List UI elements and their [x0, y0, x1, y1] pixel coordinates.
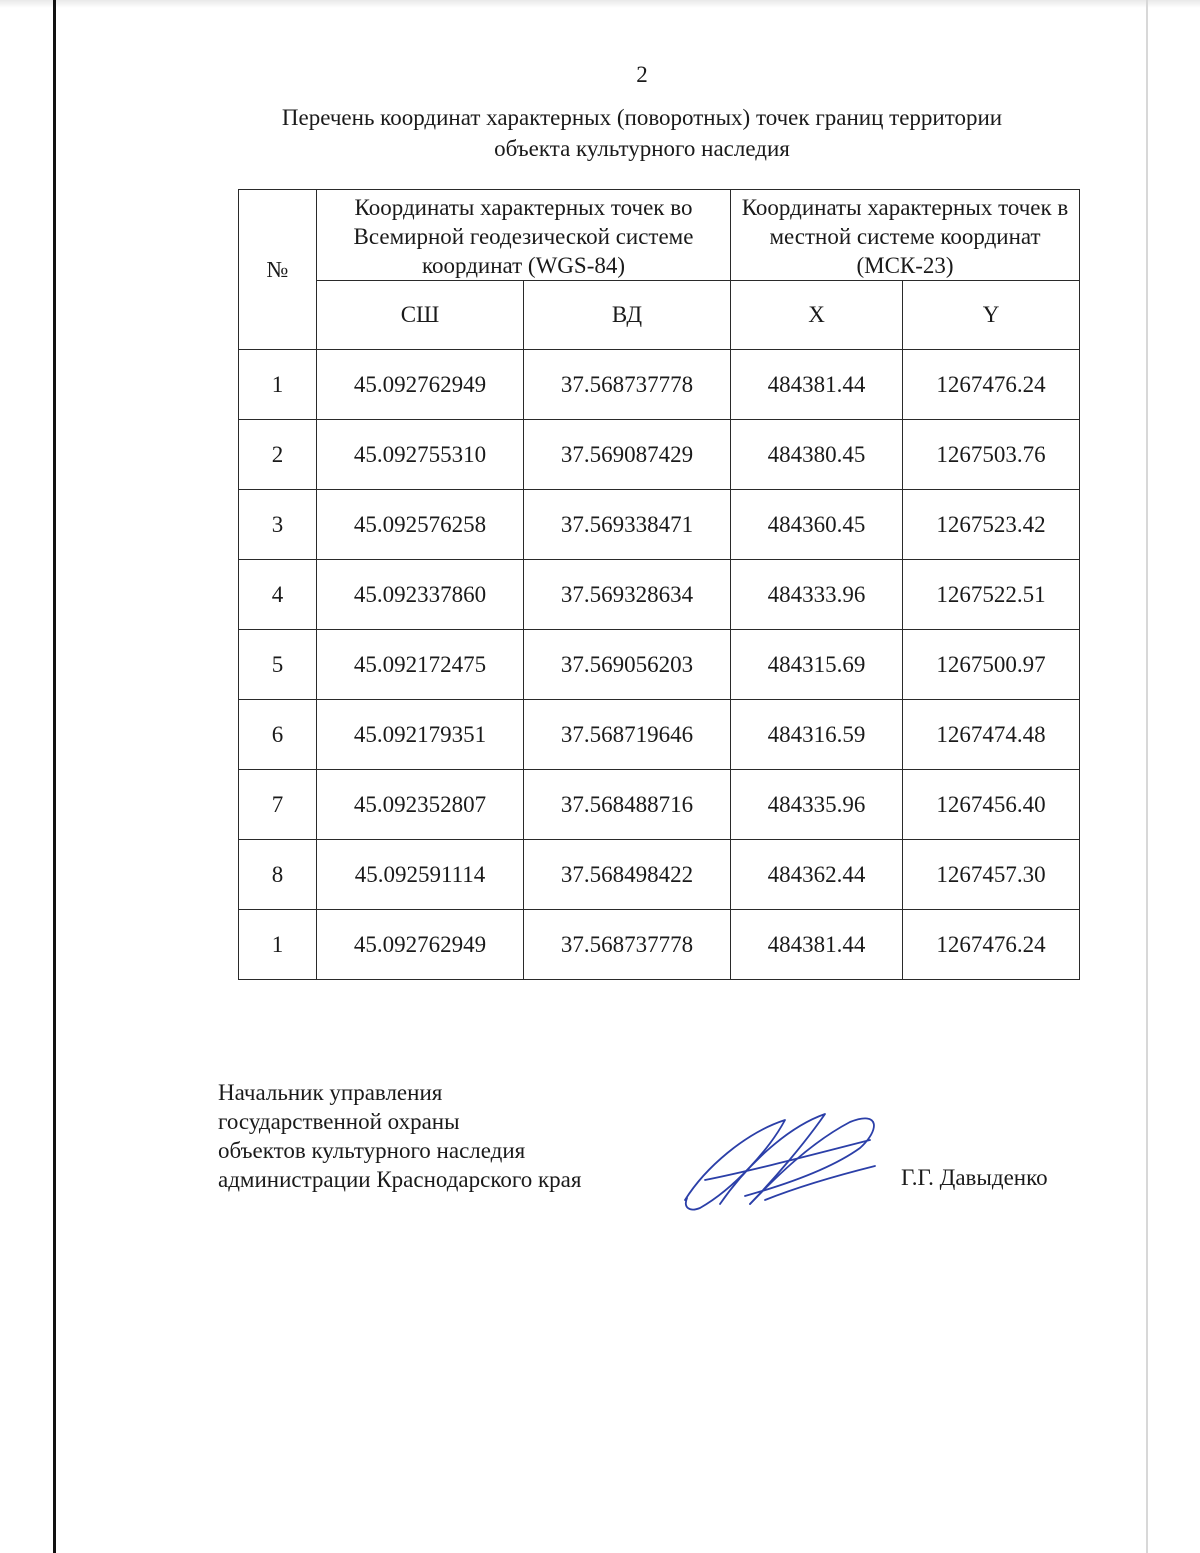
table-row	[239, 910, 1080, 980]
cell-number: 1	[239, 910, 317, 980]
signer-position-line: Начальник управления	[218, 1080, 443, 1105]
cell-x: 484380.45	[731, 420, 903, 490]
document-title	[160, 102, 1124, 164]
header-longitude: ВД	[524, 281, 731, 350]
table-row	[239, 490, 1080, 560]
handwritten-signature	[675, 1108, 885, 1218]
cell-number: 6	[239, 700, 317, 770]
scan-edge-right	[1146, 0, 1148, 1553]
table-subheader-row	[239, 281, 1080, 350]
header-x: X	[731, 281, 903, 350]
cell-longitude: 37.569087429	[524, 420, 731, 490]
cell-latitude: 45.092337860	[317, 560, 524, 630]
cell-longitude: 37.569056203	[524, 630, 731, 700]
cell-x: 484381.44	[731, 910, 903, 980]
cell-number: 1	[239, 350, 317, 420]
cell-latitude: 45.092576258	[317, 490, 524, 560]
cell-x: 484360.45	[731, 490, 903, 560]
signer-position-line: государственной охраны	[218, 1109, 460, 1134]
cell-y: 1267503.76	[903, 420, 1080, 490]
cell-longitude: 37.568737778	[524, 910, 731, 980]
cell-y: 1267523.42	[903, 490, 1080, 560]
cell-longitude: 37.568488716	[524, 770, 731, 840]
scan-edge-left	[53, 0, 56, 1553]
signer-position	[218, 1078, 581, 1194]
document-title-line-1: Перечень координат характерных (поворотных) точек границ территории	[281, 105, 1003, 130]
cell-y: 1267476.24	[903, 910, 1080, 980]
cell-latitude: 45.092762949	[317, 350, 524, 420]
cell-latitude: 45.092755310	[317, 420, 524, 490]
cell-longitude: 37.569328634	[524, 560, 731, 630]
header-wgs84-group: Координаты характерных точек во Всемирной геодезической системе координат (WGS-84)	[317, 190, 731, 281]
cell-y: 1267457.30	[903, 840, 1080, 910]
cell-x: 484335.96	[731, 770, 903, 840]
coordinates-table	[238, 189, 1080, 980]
table-row	[239, 420, 1080, 490]
cell-number: 5	[239, 630, 317, 700]
table-row	[239, 630, 1080, 700]
cell-number: 8	[239, 840, 317, 910]
cell-y: 1267476.24	[903, 350, 1080, 420]
table-row	[239, 770, 1080, 840]
cell-latitude: 45.092172475	[317, 630, 524, 700]
cell-longitude: 37.568737778	[524, 350, 731, 420]
cell-longitude: 37.568498422	[524, 840, 731, 910]
cell-y: 1267456.40	[903, 770, 1080, 840]
header-msk23-group: Координаты характерных точек в местной системе координат (МСК-23)	[731, 190, 1080, 281]
cell-y: 1267500.97	[903, 630, 1080, 700]
page-number: 2	[636, 62, 648, 87]
cell-longitude: 37.568719646	[524, 700, 731, 770]
signer-name: Г.Г. Давыденко	[901, 1165, 1048, 1190]
signer-position-line: администрации Краснодарского края	[218, 1167, 582, 1192]
cell-y: 1267522.51	[903, 560, 1080, 630]
cell-number: 4	[239, 560, 317, 630]
cell-x: 484333.96	[731, 560, 903, 630]
header-latitude: СШ	[317, 281, 524, 350]
header-number: №	[239, 190, 317, 350]
cell-number: 7	[239, 770, 317, 840]
cell-longitude: 37.569338471	[524, 490, 731, 560]
document-title-line-2: объекта культурного наследия	[494, 136, 790, 161]
cell-latitude: 45.092762949	[317, 910, 524, 980]
cell-number: 3	[239, 490, 317, 560]
cell-x: 484381.44	[731, 350, 903, 420]
header-y: Y	[903, 281, 1080, 350]
cell-x: 484316.59	[731, 700, 903, 770]
table-row	[239, 560, 1080, 630]
cell-x: 484362.44	[731, 840, 903, 910]
cell-number: 2	[239, 420, 317, 490]
cell-latitude: 45.092591114	[317, 840, 524, 910]
table-header-row	[239, 190, 1080, 281]
cell-y: 1267474.48	[903, 700, 1080, 770]
table-row	[239, 350, 1080, 420]
table-row	[239, 840, 1080, 910]
signer-position-line: объектов культурного наследия	[218, 1138, 526, 1163]
cell-latitude: 45.092352807	[317, 770, 524, 840]
cell-latitude: 45.092179351	[317, 700, 524, 770]
scan-edge-top	[0, 0, 1200, 8]
cell-x: 484315.69	[731, 630, 903, 700]
table-row	[239, 700, 1080, 770]
